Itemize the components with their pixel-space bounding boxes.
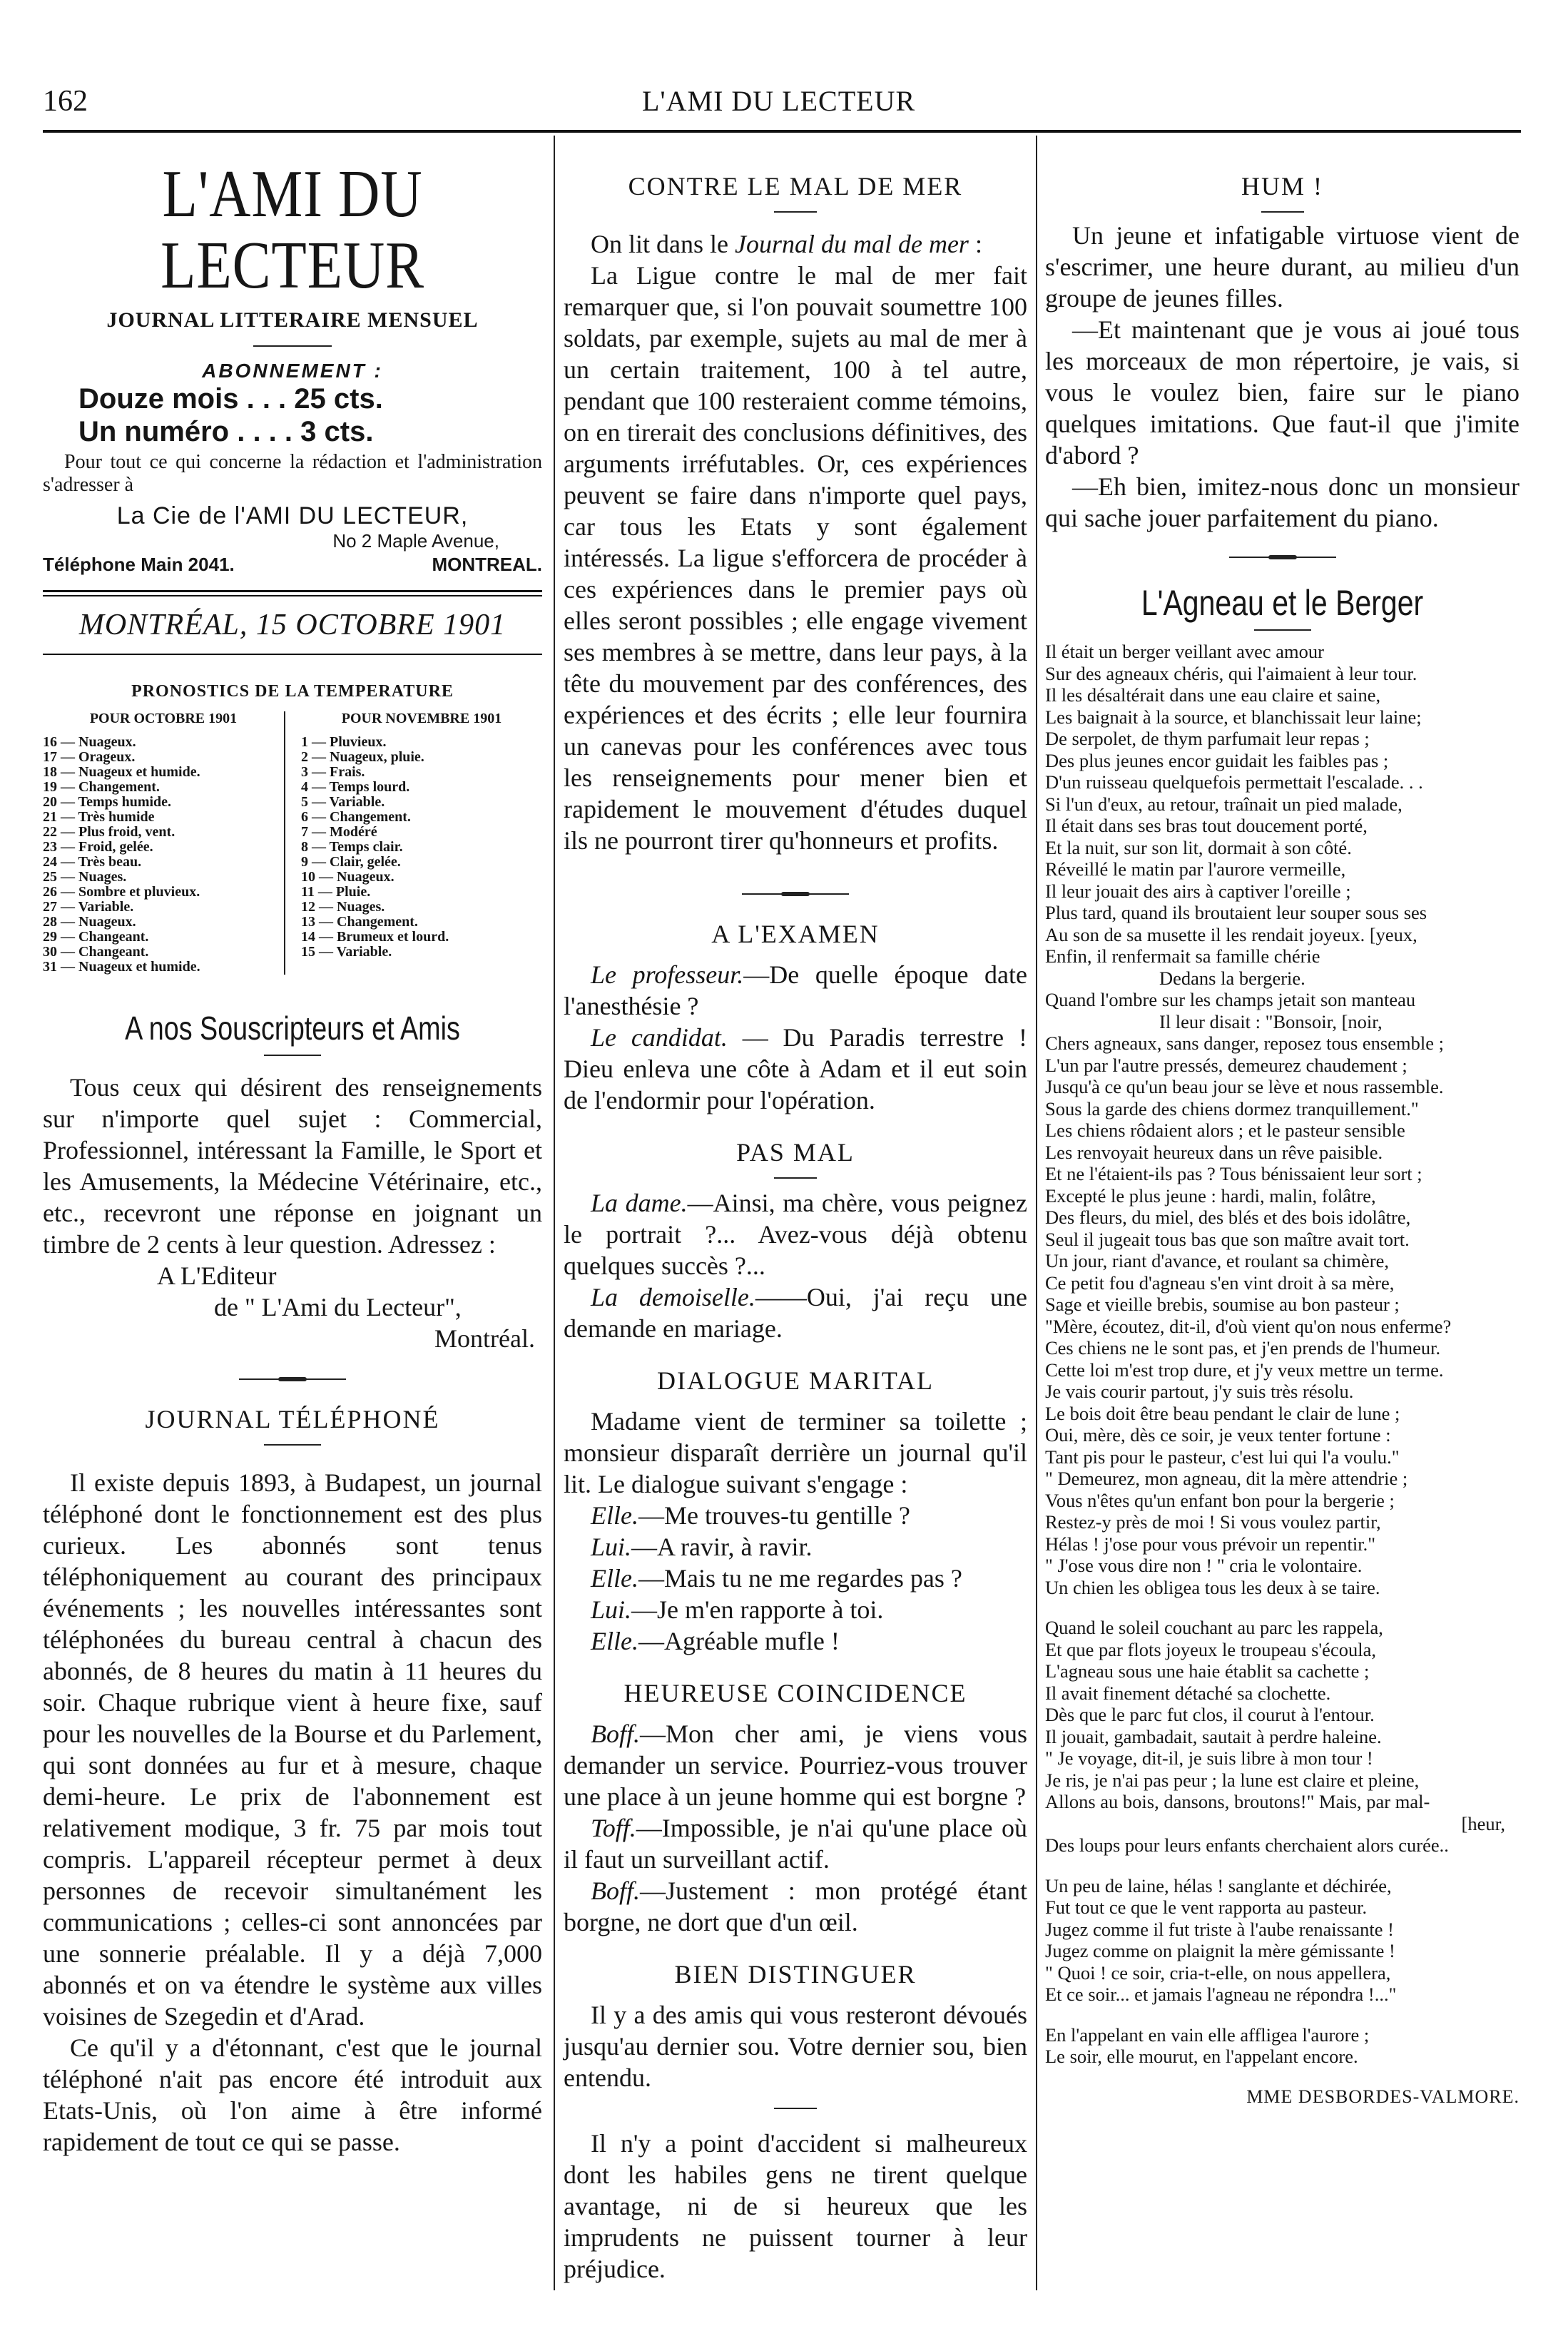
verse-line: Je vais courir partout, j'y suis très résolu.: [1045, 1381, 1354, 1402]
distinguer-p2: Il n'y a point d'accident si malheureux dont les habiles gens ne tirent quelque avantage, ni de si heureux que les imprudents ne puissent tourner à leur préjudice.: [564, 2129, 1027, 2283]
forecast-item: 27 — Variable.: [43, 899, 134, 915]
verse-line: Un chien les obligea tous les deux à se taire.: [1045, 1576, 1380, 1598]
telephone: Téléphone Main 2041.: [43, 554, 235, 575]
verse-line: Dedans la bergerie.: [1159, 967, 1305, 989]
price-value: 25 cts.: [294, 383, 383, 415]
dateline: MONTRÉAL, 15 OCTOBRE 1901: [78, 609, 506, 641]
verse-line: Tant pis pour le pasteur, c'est lui qui l'a voulu.": [1045, 1446, 1400, 1468]
price-row-2: [43, 415, 542, 448]
verse-line: Il les désaltérait dans une eau claire et saine,: [1045, 684, 1381, 706]
verse-line: Quand le soleil couchant au parc les rappela,: [1045, 1617, 1383, 1638]
verse-line: Ce petit fou d'agneau s'en vint droit à sa mère,: [1045, 1271, 1395, 1294]
forecast-item: 19 — Changement.: [43, 779, 160, 795]
city: MONTREAL.: [432, 554, 542, 575]
verse-line: De serpolet, de thym parfumait leur repas ;: [1045, 728, 1370, 749]
pas-mal-line-2: La demoiselle.——Oui, j'ai reçu une demande en mariage.: [564, 1283, 1027, 1343]
verse-line: Il jouait, gambadait, sautait à perdre haleine.: [1045, 1725, 1382, 1747]
divider: [264, 1444, 321, 1446]
verse-line: Il était dans ses bras tout doucement porté,: [1045, 815, 1368, 836]
verse-line: Des loups pour leurs enfants cherchaient alors curée..: [1045, 1834, 1449, 1856]
verse-line: Sous la garde des chiens dormez tranquillement.": [1045, 1097, 1419, 1119]
verse-line: [heur,: [1461, 1812, 1505, 1834]
pronostics-table: [43, 711, 542, 975]
mal-de-mer-intro: On lit dans le Journal du mal de mer :: [591, 230, 982, 258]
verse-line: Les renvoyait heureux dans un rêve paisible.: [1045, 1141, 1383, 1163]
admin-text: Pour tout ce qui concerne la rédaction et l'administration s'adresser à: [43, 451, 542, 496]
journal-p1: Il existe depuis 1893, à Budapest, un journal téléphoné dont le fonctionnement est des plus curieux. Les abonnés sont tenus téléphoniquement au courant des principaux événements ; les nouvelles intéressantes sont téléphonées du bureau central à chacun des abonnés, de 8 heures du matin à 11 heures du soir. Chaque rubrique vient à heure fixe, sauf pour les nouvelles de la Bourse et du Parlement, qui sont données au fur et à mesure, chaque demi-heure. Le prix de l'abonnement est relativement modique, 3 fr. 75 par mois tout compris. L'appareil récepteur permet à deux personnes de recevoir simultanément les communications ; celles-ci sont annoncées par une sonnerie préalable. Il y a déjà 7,000 abonnés et on va étendre le système aux villes voisines de Szegedin et d'Arad.: [43, 1468, 542, 2031]
section-title: A nos Souscripteurs et Amis: [125, 1010, 460, 1047]
forecast-item: 3 — Frais.: [301, 764, 365, 780]
mal-de-mer-body: La Ligue contre le mal de mer fait remarquer que, si l'on pouvait soumettre 100 soldats, par exemple, sujets au mal de mer à un certain traitement, 100 à tel autre, pendant que 100 resteraient comme témoins, on en tirerait des conclusions définitives, des arguments irréfutables. Or, ces expériences peuvent se faire dans n'importe quel pays, car tous les Etats y sont également intéressés. La ligue s'efforcera de procéder à ces expériences dans le premier pays où elles seront possibles ; elle engage vivement ses membres à se mettre, dans leur pays, à la tête du mouvement par des conférences, des expériences et des écrits ; elle leur fournira un canevas pour les conférences avec tous les renseignements pour mener bien et rapidement le mouvement d'études duquel ils ne pourront tirer qu'honneurs et profits.: [564, 261, 1027, 855]
forecast-item: 25 — Nuages.: [43, 869, 127, 885]
page-number: 162: [43, 85, 88, 118]
header-rule: [43, 130, 1521, 133]
forecast-item: 22 — Plus froid, vent.: [43, 824, 175, 840]
souscripteurs-body: Tous ceux qui désirent des renseignements sur n'importe quel sujet : Commercial, Professionnel, intéressant la Famille, le Sport et les Amusements, la Médecine Vétérinaire, etc., etc., recevront une réponse en joignant un timbre de 2 cents à leur question. Adressez :: [43, 1073, 542, 1259]
section-divider: [742, 892, 849, 896]
verse-line: " Demeurez, mon agneau, dit la mère attendrie ;: [1045, 1468, 1408, 1489]
signature-line: Montréal.: [434, 1324, 535, 1353]
forecast-item: 21 — Très humide: [43, 809, 155, 825]
verse-line: Il leur disait : "Bonsoir, [noir,: [1159, 1010, 1383, 1032]
section-title: CONTRE LE MAL DE MER: [628, 172, 963, 200]
verse-line: Et ne l'étaient-ils pas ? Tous bénissaient leur sort ;: [1045, 1163, 1422, 1184]
forecast-item: 11 — Pluie.: [301, 884, 371, 900]
verse-line: Cette loi m'est trop dure, et j'y veux mettre un terme.: [1045, 1359, 1444, 1381]
verse-line: Le bois doit être beau pendant le clair de lune ;: [1045, 1402, 1400, 1424]
column-divider-1: [554, 136, 555, 2290]
verse-line: Jugez comme il fut triste à l'aube renaissante !: [1045, 1918, 1394, 1940]
company-name: La Cie de l'AMI DU LECTEUR,: [116, 502, 469, 529]
forecast-item: 26 — Sombre et pluvieux.: [43, 884, 200, 900]
section-title: JOURNAL TÉLÉPHONÉ: [145, 1405, 440, 1433]
journal-p2: Ce qu'il y a d'étonnant, c'est que le journal téléphoné n'ait pas encore été introduit aux Etats-Unis, où l'on aime à être informé rapidement de tout ce qui se passe.: [43, 2033, 542, 2156]
verse-line: Au son de sa musette il les rendait joyeux. [yeux,: [1045, 923, 1417, 945]
column-3: [1045, 143, 1519, 2108]
forecast-item: 8 — Temps clair.: [301, 839, 403, 855]
masthead-subtitle: JOURNAL LITTERAIRE MENSUEL: [106, 308, 479, 332]
dialogue-line: Elle.—Me trouves-tu gentille ?: [591, 1501, 910, 1530]
masthead-title: L'AMI DU LECTEUR: [161, 157, 424, 303]
verse-line: "Mère, écoutez, dit-il, d'où vient qu'on nous enferme?: [1045, 1315, 1452, 1337]
dialogue-intro: Madame vient de terminer sa toilette ; monsieur disparaît derrière un journal qu'il lit. Le dialogue suivant s'engage :: [564, 1407, 1027, 1498]
price-row-1: [43, 382, 542, 415]
forecast-item: 29 — Changeant.: [43, 929, 149, 945]
verse-line: Sur des agneaux chéris, qui l'aimaient à leur tour.: [1045, 662, 1417, 684]
forecast-item: 12 — Nuages.: [301, 899, 385, 915]
price-value: 3 cts.: [300, 416, 374, 447]
section-title: DIALOGUE MARITAL: [656, 1366, 935, 1395]
section-divider: [1229, 555, 1336, 559]
coincidence-line-3: Boff.—Justement : mon protégé étant borgne, ne dort que d'un œil.: [564, 1877, 1027, 1936]
dialogue-line: Lui.—Je m'en rapporte à toi.: [591, 1595, 884, 1624]
divider: [253, 345, 332, 347]
forecast-item: 4 — Temps lourd.: [301, 779, 410, 795]
verse-line: " Je voyage, dit-il, je suis libre à mon tour !: [1045, 1747, 1373, 1769]
verse-line: Jugez comme on plaignit la mère gémissante !: [1045, 1940, 1395, 1961]
verse-line: Oui, mère, dès ce soir, je veux tenter fortune :: [1045, 1424, 1391, 1446]
coincidence-line-1: Boff.—Mon cher ami, je viens vous demander un service. Pourriez-vous trouver une place à un jeune homme qui est borgne ?: [564, 1720, 1027, 1811]
verse-line: Chers agneaux, sans danger, reposez tous ensemble ;: [1045, 1032, 1444, 1054]
verse-line: L'agneau sous une haie établit sa cachette ;: [1045, 1660, 1370, 1682]
verse-line: Des fleurs, du miel, des blés et des bois idolâtre,: [1045, 1207, 1411, 1228]
verse-line: Allons au bois, dansons, broutons!" Mais, par mal-: [1045, 1791, 1430, 1812]
section-title: BIEN DISTINGUER: [674, 1960, 917, 1989]
verse-line: Le soir, elle mourut, en l'appelant encore.: [1045, 2046, 1358, 2067]
column-1: [43, 143, 542, 2158]
telephone-row: [43, 554, 542, 576]
price-label: Douze mois . . .: [78, 383, 287, 415]
verse-line: Un peu de laine, hélas ! sanglante et déchirée,: [1045, 1874, 1392, 1896]
address: No 2 Maple Avenue,: [332, 530, 499, 552]
verse-line: Il avait finement détaché sa clochette.: [1045, 1682, 1331, 1704]
verse-line: Vous n'êtes qu'un enfant bon pour la bergerie ;: [1045, 1489, 1395, 1511]
verse-line: Si l'un d'eux, au retour, traînait un pied malade,: [1045, 793, 1402, 815]
verse-line: Restez-y près de moi ! Si vous voulez partir,: [1045, 1511, 1381, 1533]
section-title: HUM !: [1241, 172, 1323, 200]
verse-line: Et que par flots joyeux le troupeau s'écoula,: [1045, 1638, 1376, 1660]
verse-line: Quand l'ombre sur les champs jetait son manteau: [1045, 989, 1416, 1010]
verse-line: Et ce soir... et jamais l'agneau ne répondra !...": [1045, 1984, 1397, 2005]
dialogue-line: Elle.—Mais tu ne me regardes pas ?: [591, 1564, 962, 1593]
rule: [43, 654, 542, 655]
verse-line: Seul il jugeait tous bas que son maître avait tort.: [1045, 1228, 1410, 1250]
forecast-item: 16 — Nuageux.: [43, 734, 136, 750]
section-divider: [239, 1377, 346, 1381]
forecast-item: 10 — Nuageux.: [301, 869, 394, 885]
verse-line: Des plus jeunes encor guidait les faibles pas ;: [1045, 749, 1389, 771]
forecast-item: 2 — Nuageux, pluie.: [301, 749, 424, 765]
forecast-item: 24 — Très beau.: [43, 854, 142, 870]
forecast-item: 31 — Nuageux et humide.: [43, 959, 200, 975]
pronostics-header: POUR OCTOBRE 1901: [89, 711, 238, 726]
forecast-item: 23 — Froid, gelée.: [43, 839, 153, 855]
hum-p1: Un jeune et infatigable virtuose vient de s'escrimer, une heure durant, au milieu d'un groupe de jeunes filles.: [1045, 221, 1519, 313]
dialogue-line: Lui.—A ravir, à ravir.: [591, 1533, 813, 1561]
divider: [1254, 629, 1311, 631]
verse-line: Il leur jouait des airs à captiver l'oreille ;: [1045, 880, 1351, 902]
forecast-item: 9 — Clair, gelée.: [301, 854, 401, 870]
verse-line: Les baignait à la source, et blanchissait leur laine;: [1045, 706, 1422, 728]
hum-p3: —Eh bien, imitez-nous donc un monsieur qui sache jouer parfaitement du piano.: [1045, 472, 1519, 532]
price-label: Un numéro . . . .: [78, 416, 293, 447]
verse-line: Un jour, riant d'avance, et roulant sa chimère,: [1045, 1250, 1389, 1271]
distinguer-p1: Il y a des amis qui vous resteront dévoués jusqu'au dernier sou. Votre dernier sou, bien entendu.: [564, 2001, 1027, 2092]
divider: [774, 1177, 817, 1179]
forecast-item: 14 — Brumeux et lourd.: [301, 929, 449, 945]
forecast-item: 13 — Changement.: [301, 914, 418, 930]
examen-line-1: Le professeur.—De quelle époque date l'anesthésie ?: [564, 960, 1028, 1020]
pronostics-octobre: [43, 711, 285, 975]
fable-author: MME DESBORDES-VALMORE.: [1246, 2086, 1519, 2107]
forecast-item: 5 — Variable.: [301, 794, 385, 810]
pronostics-novembre: [285, 711, 542, 975]
verse-line: Hélas ! j'ose pour vous prévoir un repentir.": [1045, 1533, 1376, 1555]
examen-line-2: Le candidat. — Du Paradis terrestre ! Dieu enleva une côte à Adam et il eut soin de l'endormir pour l'opération.: [564, 1023, 1027, 1114]
verse-line: Jusqu'à ce qu'un beau jour se lève et nous rassemble.: [1045, 1076, 1444, 1097]
dialogue-line: Elle.—Agréable mufle !: [591, 1627, 840, 1655]
section-title: A L'EXAMEN: [711, 920, 880, 948]
forecast-item: 20 — Temps humide.: [43, 794, 172, 810]
divider: [1261, 211, 1304, 213]
forecast-item: 30 — Changeant.: [43, 944, 149, 960]
verse-line: Sage et vieille brebis, soumise au bon pasteur ;: [1045, 1294, 1400, 1315]
verse-line: Ces chiens ne le sont pas, et j'en prends de l'humeur.: [1045, 1337, 1441, 1359]
verse-line: Je ris, je n'ai pas peur ; la lune est claire et pleine,: [1045, 1769, 1420, 1791]
verse-line: Plus tard, quand ils broutaient leur souper sous ses: [1045, 902, 1427, 923]
verse-line: En l'appelant en vain elle affligea l'aurore ;: [1045, 2023, 1370, 2046]
verse-line: Et la nuit, sur son lit, dormait à son côté.: [1045, 836, 1352, 858]
pronostics-title: PRONOSTICS DE LA TEMPERATURE: [131, 682, 454, 701]
pronostics-header: POUR NOVEMBRE 1901: [341, 711, 502, 726]
signature-line: de " L'Ami du Lecteur",: [214, 1293, 462, 1321]
coincidence-line-2: Toff.—Impossible, je n'ai qu'une place où il faut un surveillant actif.: [564, 1814, 1027, 1874]
fable-title: L'Agneau et le Berger: [1141, 583, 1424, 623]
column-2: [564, 143, 1027, 2285]
divider: [774, 2108, 817, 2109]
hum-p2: —Et maintenant que je vous ai joué tous les morceaux de mon répertoire, je vais, si vous le voulez bien, faire sur le piano quelques imitations. Que faut-il que j'imite d'abord ?: [1045, 315, 1519, 469]
section-title: PAS MAL: [736, 1138, 855, 1167]
verse-line: L'un par l'autre pressés, demeurez chaudement ;: [1045, 1054, 1407, 1076]
forecast-item: 1 — Pluvieux.: [301, 734, 387, 750]
forecast-item: 7 — Modéré: [301, 824, 377, 840]
verse-line: Fut tout ce que le vent rapporta au pasteur.: [1045, 1896, 1368, 1918]
verse-line: Réveillé le matin par l'aurore vermeille,: [1045, 858, 1346, 880]
forecast-item: 15 — Variable.: [301, 944, 392, 960]
double-rule: [43, 590, 542, 596]
abonnement-label: ABONNEMENT :: [202, 360, 383, 382]
divider: [774, 211, 817, 213]
forecast-item: 17 — Orageux.: [43, 749, 136, 765]
column-divider-2: [1036, 136, 1037, 2290]
verse-line: Les chiens rôdaient alors ; et le pasteur sensible: [1045, 1119, 1405, 1141]
divider: [264, 1055, 321, 1056]
forecast-item: 18 — Nuageux et humide.: [43, 764, 200, 780]
running-title: L'AMI DU LECTEUR: [642, 85, 916, 117]
signature-line: A L'Editeur: [157, 1261, 277, 1290]
verse-line: D'un ruisseau quelquefois permettait l'escalade. . .: [1045, 771, 1423, 793]
verse-line: Excepté le plus jeune : hardi, malin, folâtre,: [1045, 1184, 1376, 1207]
verse-line: " Quoi ! ce soir, cria-t-elle, on nous appellera,: [1045, 1961, 1391, 1984]
verse-line: Dès que le parc fut clos, il courut à l'entour.: [1045, 1704, 1375, 1725]
verse-line: Il était un berger veillant avec amour: [1045, 641, 1324, 662]
forecast-item: 6 — Changement.: [301, 809, 411, 825]
pas-mal-line-1: La dame.—Ainsi, ma chère, vous peignez le portrait ?... Avez-vous déjà obtenu quelques succès ?...: [564, 1189, 1027, 1280]
section-title: HEUREUSE COINCIDENCE: [623, 1679, 967, 1707]
verse-line: Enfin, il renfermait sa famille chérie: [1045, 945, 1320, 967]
verse-line: " J'ose vous dire non ! " cria le volontaire.: [1045, 1555, 1363, 1576]
forecast-item: 28 — Nuageux.: [43, 914, 136, 930]
